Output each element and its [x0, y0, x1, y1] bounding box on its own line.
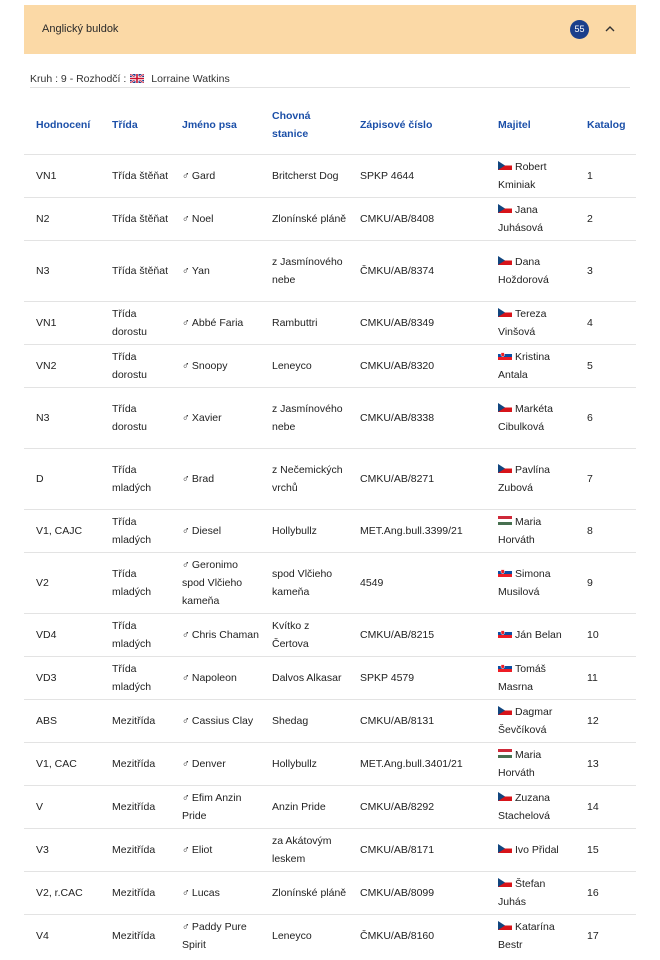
- cell-catalog: 6: [575, 387, 636, 448]
- gb-flag-icon: [130, 74, 144, 83]
- breed-title: Anglický buldok: [42, 23, 119, 35]
- male-icon: ♂: [182, 671, 190, 684]
- owner-name: Dana Hoždorová: [498, 255, 549, 286]
- dog-name: Noel: [191, 212, 214, 225]
- cell-class: Třída mladých: [100, 552, 170, 613]
- cell-registration: ČMKU/AB/8374: [348, 240, 486, 301]
- cell-registration: CMKU/AB/8408: [348, 197, 486, 240]
- table-row: [24, 154, 636, 197]
- male-icon: ♂: [182, 169, 190, 182]
- cell-owner: [486, 656, 575, 699]
- table-row: [24, 699, 636, 742]
- cell-kennel: z Nečemických vrchů: [260, 448, 348, 509]
- header-dog-name[interactable]: Jméno psa: [182, 118, 237, 131]
- cell-catalog: 17: [575, 914, 636, 957]
- cell-kennel: Leneyco: [260, 914, 348, 957]
- dog-name: Napoleon: [191, 671, 237, 684]
- cz-flag-icon: [498, 403, 512, 412]
- cell-catalog: 7: [575, 448, 636, 509]
- male-icon: ♂: [182, 524, 190, 537]
- cell-catalog: 5: [575, 344, 636, 387]
- table-row: [24, 785, 636, 828]
- dog-name: Denver: [191, 757, 226, 770]
- cell-dog-name: [170, 656, 260, 699]
- dog-name: Snoopy: [191, 359, 228, 372]
- cell-rating: ABS: [24, 699, 100, 742]
- male-icon: ♂: [182, 411, 190, 424]
- cell-class: Mezitřída: [100, 871, 170, 914]
- cell-catalog: 8: [575, 509, 636, 552]
- cell-registration: CMKU/AB/8131: [348, 699, 486, 742]
- ring-judge-line: [30, 73, 230, 85]
- cell-registration: CMKU/AB/8349: [348, 301, 486, 344]
- cell-dog-name: [170, 552, 260, 613]
- table-row: [24, 509, 636, 552]
- header-catalog[interactable]: Katalog: [587, 118, 626, 131]
- table-header-row: [24, 96, 636, 154]
- cell-owner: [486, 613, 575, 656]
- cell-kennel: Leneyco: [260, 344, 348, 387]
- cell-owner: [486, 871, 575, 914]
- owner-name: Ivo Přidal: [515, 843, 559, 856]
- cell-class: Mezitřída: [100, 828, 170, 871]
- cell-dog-name: [170, 240, 260, 301]
- dog-name: Eliot: [191, 843, 213, 856]
- dog-name: Efim Anzin Pride: [182, 791, 242, 822]
- cz-flag-icon: [498, 161, 512, 170]
- male-icon: ♂: [182, 264, 190, 277]
- cz-flag-icon: [498, 792, 512, 801]
- cell-owner: [486, 301, 575, 344]
- table-row: [24, 197, 636, 240]
- sk-flag-icon: [498, 351, 512, 360]
- cell-dog-name: [170, 742, 260, 785]
- cell-class: Třída mladých: [100, 509, 170, 552]
- cell-class: Třída dorostu: [100, 344, 170, 387]
- cell-dog-name: [170, 828, 260, 871]
- cell-dog-name: [170, 509, 260, 552]
- cell-class: Třída mladých: [100, 448, 170, 509]
- cell-owner: [486, 828, 575, 871]
- table-row: [24, 742, 636, 785]
- cell-class: Mezitřída: [100, 699, 170, 742]
- cell-owner: [486, 914, 575, 957]
- cell-catalog: 13: [575, 742, 636, 785]
- cell-class: Mezitřída: [100, 742, 170, 785]
- male-icon: ♂: [182, 886, 190, 899]
- chevron-up-icon[interactable]: [602, 21, 618, 37]
- male-icon: ♂: [182, 843, 190, 856]
- dog-name: Yan: [191, 264, 210, 277]
- cell-rating: V2: [24, 552, 100, 613]
- cell-class: Třída štěňat: [100, 197, 170, 240]
- cell-class: Třída mladých: [100, 656, 170, 699]
- table-row: [24, 387, 636, 448]
- cell-owner: [486, 742, 575, 785]
- cell-kennel: Zlonínské pláně: [260, 871, 348, 914]
- dog-name: Lucas: [191, 886, 220, 899]
- cell-kennel: Rambuttri: [260, 301, 348, 344]
- cell-catalog: 11: [575, 656, 636, 699]
- dog-name: Abbé Faria: [191, 316, 244, 329]
- hu-flag-icon: [498, 749, 512, 758]
- male-icon: ♂: [182, 714, 190, 727]
- cell-rating: V4: [24, 914, 100, 957]
- cell-owner: [486, 699, 575, 742]
- male-icon: ♂: [182, 920, 190, 933]
- cell-class: Třída štěňat: [100, 240, 170, 301]
- table-row: [24, 871, 636, 914]
- cell-owner: [486, 344, 575, 387]
- cell-registration: MET.Ang.bull.3399/21: [348, 509, 486, 552]
- owner-name: Jana Juhásová: [498, 203, 543, 234]
- cz-flag-icon: [498, 844, 512, 853]
- cz-flag-icon: [498, 706, 512, 715]
- cell-class: Třída dorostu: [100, 301, 170, 344]
- results-table: [24, 96, 636, 957]
- male-icon: ♂: [182, 316, 190, 329]
- dog-name: Cassius Clay: [191, 714, 254, 727]
- owner-name: Dagmar Ševčíková: [498, 705, 553, 736]
- cell-registration: CMKU/AB/8271: [348, 448, 486, 509]
- cell-kennel: za Akátovým leskem: [260, 828, 348, 871]
- dog-name: Geronimo spod Vlčieho kameňa: [182, 558, 243, 607]
- header-rating[interactable]: Hodnocení: [36, 118, 91, 131]
- male-icon: ♂: [182, 628, 190, 641]
- breed-panel-header[interactable]: [24, 5, 636, 54]
- owner-name: Katarína Bestr: [498, 920, 555, 951]
- cell-rating: VN1: [24, 154, 100, 197]
- cell-rating: V: [24, 785, 100, 828]
- cell-owner: [486, 552, 575, 613]
- cell-registration: CMKU/AB/8320: [348, 344, 486, 387]
- cell-dog-name: [170, 301, 260, 344]
- cell-class: Třída dorostu: [100, 387, 170, 448]
- male-icon: ♂: [182, 359, 190, 372]
- cell-owner: [486, 785, 575, 828]
- owner-name: Ján Belan: [515, 628, 562, 641]
- owner-name: Robert Kminiak: [498, 160, 547, 191]
- cell-registration: CMKU/AB/8099: [348, 871, 486, 914]
- table-row: [24, 240, 636, 301]
- cell-catalog: 12: [575, 699, 636, 742]
- table-row: [24, 552, 636, 613]
- sk-flag-icon: [498, 663, 512, 672]
- header-registration[interactable]: Zápisové číslo: [360, 118, 433, 131]
- judge-name: Lorraine Watkins: [151, 73, 230, 85]
- cell-kennel: Zlonínské pláně: [260, 197, 348, 240]
- table-row: [24, 613, 636, 656]
- cell-kennel: Hollybullz: [260, 742, 348, 785]
- male-icon: ♂: [182, 791, 190, 804]
- owner-name: Tereza Vinšová: [498, 307, 547, 338]
- dog-name: Diesel: [191, 524, 222, 537]
- cell-rating: V1, CAC: [24, 742, 100, 785]
- table-row: [24, 914, 636, 957]
- sk-flag-icon: [498, 629, 512, 638]
- header-owner[interactable]: Majitel: [498, 118, 531, 131]
- header-kennel[interactable]: Chovná stanice: [272, 109, 311, 140]
- cell-kennel: Britcherst Dog: [260, 154, 348, 197]
- hu-flag-icon: [498, 516, 512, 525]
- cell-owner: [486, 448, 575, 509]
- cell-catalog: 15: [575, 828, 636, 871]
- male-icon: ♂: [182, 757, 190, 770]
- cell-kennel: spod Vlčieho kameňa: [260, 552, 348, 613]
- cell-catalog: 14: [575, 785, 636, 828]
- cz-flag-icon: [498, 308, 512, 317]
- table-row: [24, 828, 636, 871]
- cell-catalog: 4: [575, 301, 636, 344]
- cell-owner: [486, 509, 575, 552]
- cell-catalog: 16: [575, 871, 636, 914]
- cell-owner: [486, 240, 575, 301]
- cell-catalog: 3: [575, 240, 636, 301]
- owner-name: Tomáš Masrna: [498, 662, 546, 693]
- cz-flag-icon: [498, 256, 512, 265]
- cell-rating: N2: [24, 197, 100, 240]
- cell-rating: VN2: [24, 344, 100, 387]
- cell-registration: SPKP 4579: [348, 656, 486, 699]
- cell-dog-name: [170, 448, 260, 509]
- cell-rating: VD4: [24, 613, 100, 656]
- cell-owner: [486, 387, 575, 448]
- cell-kennel: Hollybullz: [260, 509, 348, 552]
- divider: [30, 87, 630, 88]
- table-row: [24, 656, 636, 699]
- owner-name: Kristina Antala: [498, 350, 551, 381]
- sk-flag-icon: [498, 568, 512, 577]
- cell-registration: SPKP 4644: [348, 154, 486, 197]
- cell-dog-name: [170, 344, 260, 387]
- cell-registration: CMKU/AB/8171: [348, 828, 486, 871]
- cell-rating: N3: [24, 387, 100, 448]
- owner-name: Pavlína Zubová: [498, 463, 551, 494]
- cell-registration: CMKU/AB/8215: [348, 613, 486, 656]
- cell-kennel: Anzin Pride: [260, 785, 348, 828]
- entry-count-badge: 55: [570, 20, 589, 39]
- owner-name: Maria Horváth: [498, 515, 542, 546]
- cell-registration: 4549: [348, 552, 486, 613]
- cell-catalog: 2: [575, 197, 636, 240]
- cell-dog-name: [170, 613, 260, 656]
- dog-name: Paddy Pure Spirit: [182, 920, 247, 951]
- cell-rating: V1, CAJC: [24, 509, 100, 552]
- cell-kennel: Dalvos Alkasar: [260, 656, 348, 699]
- cell-kennel: Shedag: [260, 699, 348, 742]
- cell-dog-name: [170, 871, 260, 914]
- cell-dog-name: [170, 785, 260, 828]
- header-class[interactable]: Třída: [112, 118, 138, 131]
- male-icon: ♂: [182, 472, 190, 485]
- cell-catalog: 10: [575, 613, 636, 656]
- cell-owner: [486, 154, 575, 197]
- table-row: [24, 301, 636, 344]
- cell-rating: V3: [24, 828, 100, 871]
- cz-flag-icon: [498, 878, 512, 887]
- cell-registration: CMKU/AB/8338: [348, 387, 486, 448]
- cell-dog-name: [170, 914, 260, 957]
- cell-registration: CMKU/AB/8292: [348, 785, 486, 828]
- cell-registration: ČMKU/AB/8160: [348, 914, 486, 957]
- owner-name: Štefan Juhás: [498, 877, 546, 908]
- cell-dog-name: [170, 197, 260, 240]
- cell-class: Třída štěňat: [100, 154, 170, 197]
- cz-flag-icon: [498, 921, 512, 930]
- table-row: [24, 448, 636, 509]
- cell-kennel: z Jasmínového nebe: [260, 387, 348, 448]
- dog-name: Gard: [191, 169, 216, 182]
- cell-owner: [486, 197, 575, 240]
- cell-registration: MET.Ang.bull.3401/21: [348, 742, 486, 785]
- owner-name: Markéta Cibulková: [498, 402, 553, 433]
- ring-info: Kruh : 9 - Rozhodčí :: [30, 73, 127, 85]
- cell-kennel: z Jasmínového nebe: [260, 240, 348, 301]
- cell-rating: N3: [24, 240, 100, 301]
- cz-flag-icon: [498, 204, 512, 213]
- dog-name: Chris Chaman: [191, 628, 259, 641]
- cell-catalog: 9: [575, 552, 636, 613]
- male-icon: ♂: [182, 212, 190, 225]
- cz-flag-icon: [498, 464, 512, 473]
- male-icon: ♂: [182, 558, 190, 571]
- owner-name: Zuzana Stachelová: [498, 791, 551, 822]
- cell-rating: D: [24, 448, 100, 509]
- cell-catalog: 1: [575, 154, 636, 197]
- cell-rating: V2, r.CAC: [24, 871, 100, 914]
- cell-class: Mezitřída: [100, 914, 170, 957]
- cell-class: Třída mladých: [100, 613, 170, 656]
- cell-class: Mezitřída: [100, 785, 170, 828]
- owner-name: Simona Musilová: [498, 567, 551, 598]
- cell-rating: VN1: [24, 301, 100, 344]
- cell-dog-name: [170, 699, 260, 742]
- cell-dog-name: [170, 387, 260, 448]
- dog-name: Xavier: [191, 411, 222, 424]
- owner-name: Maria Horváth: [498, 748, 542, 779]
- dog-name: Brad: [191, 472, 215, 485]
- table-row: [24, 344, 636, 387]
- cell-kennel: Kvítko z Čertova: [260, 613, 348, 656]
- cell-dog-name: [170, 154, 260, 197]
- cell-rating: VD3: [24, 656, 100, 699]
